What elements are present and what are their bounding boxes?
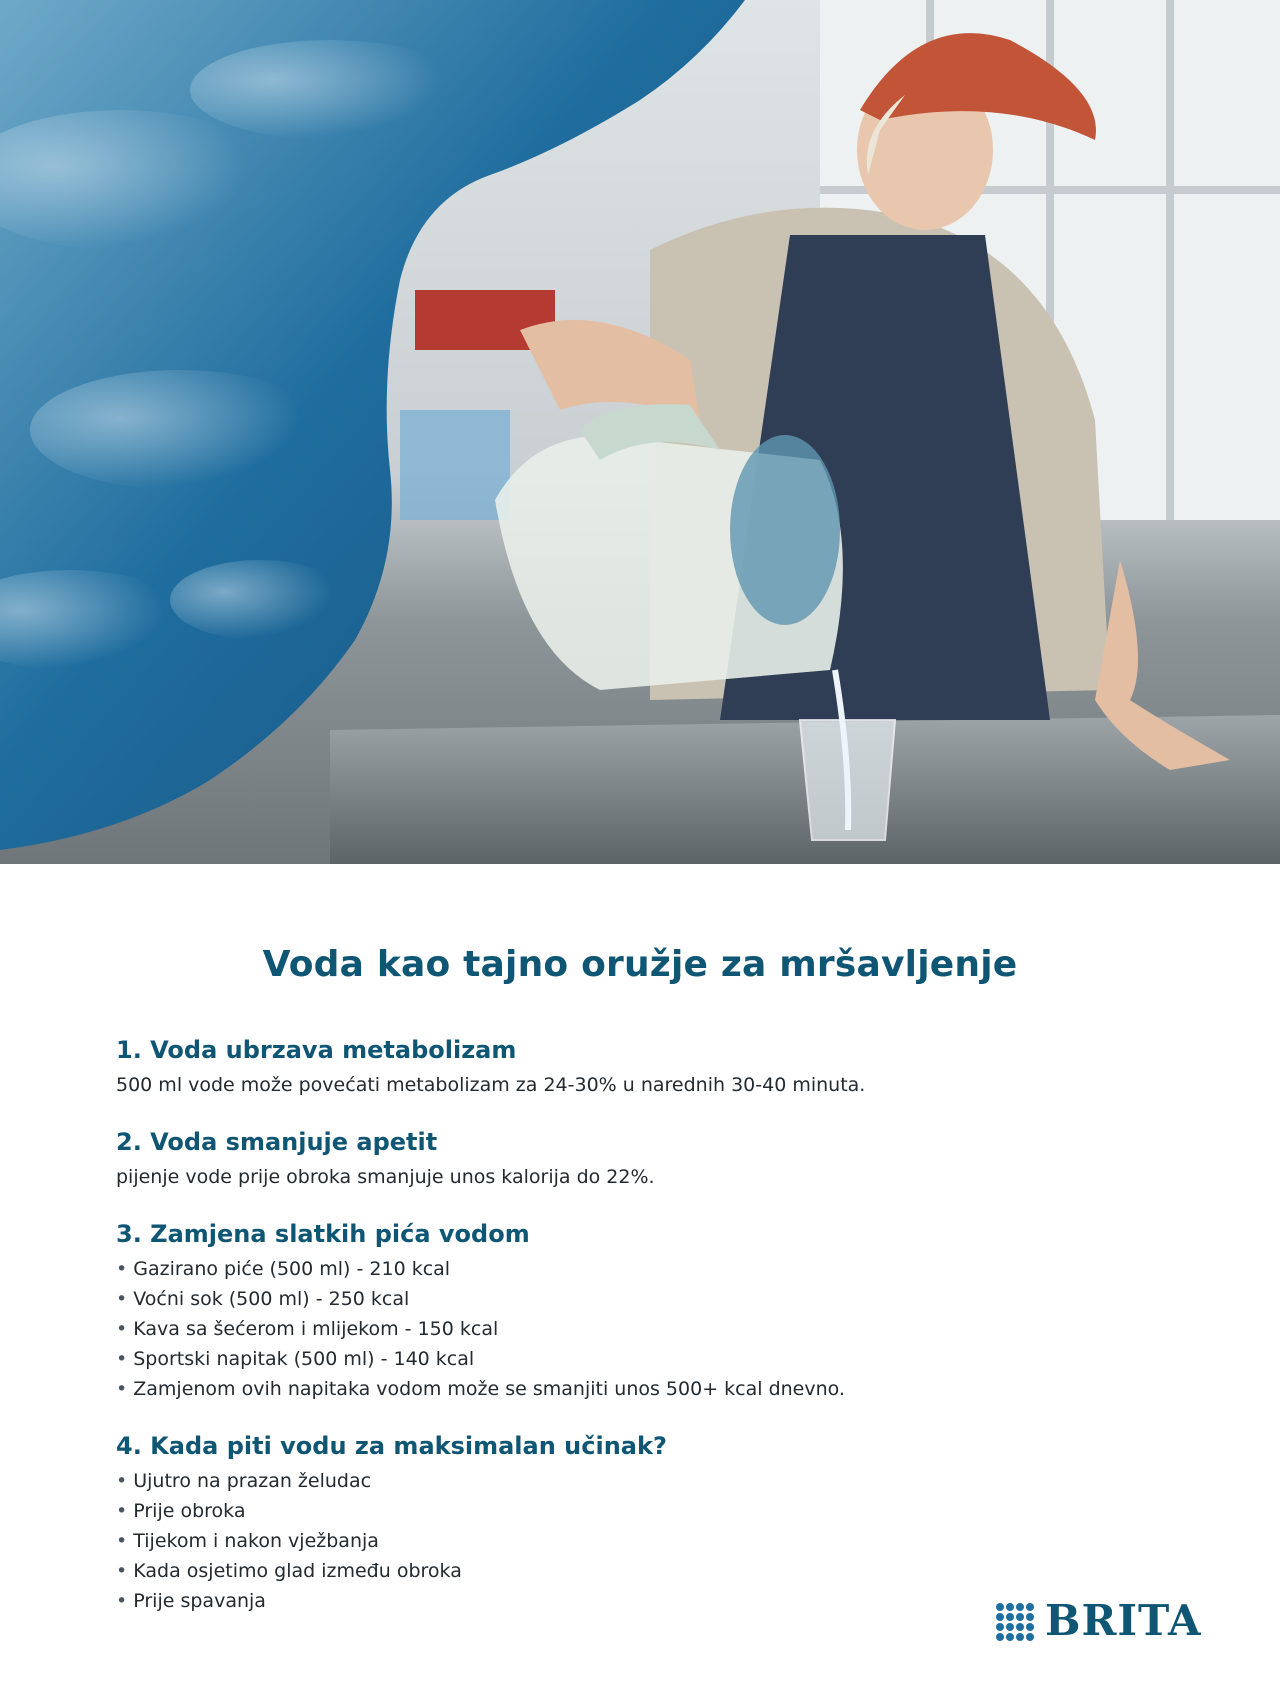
list-item: • Sportski napitak (500 ml) - 140 kcal: [116, 1344, 1166, 1374]
page-title: Voda kao tajno oružje za mršavljenje: [262, 944, 1018, 985]
list-item: • Kava sa šećerom i mlijekom - 150 kcal: [116, 1314, 1166, 1344]
brita-logo: [995, 1596, 1205, 1646]
list-item: • Prije spavanja: [116, 1586, 1166, 1616]
bullet-list: [116, 1466, 1166, 1616]
list-item: • Voćni sok (500 ml) - 250 kcal: [116, 1284, 1166, 1314]
list-item: • Gazirano piće (500 ml) - 210 kcal: [116, 1254, 1166, 1284]
logo-wordmark: BRITA: [1045, 1596, 1202, 1645]
section-heading: 3. Zamjena slatkih pića vodom: [116, 1220, 530, 1248]
section-heading: 1. Voda ubrzava metabolizam: [116, 1036, 517, 1064]
pitcher-lid: [730, 435, 840, 625]
section-text: pijenje vode prije obroka smanjuje unos kalorija do 22%.: [116, 1166, 655, 1188]
list-item: • Zamjenom ovih napitaka vodom može se smanjiti unos 500+ kcal dnevno.: [116, 1374, 1166, 1404]
sections-list: [116, 1036, 1166, 1644]
list-item: • Kada osjetimo glad između obroka: [116, 1556, 1166, 1586]
section-appetite: [116, 1128, 1166, 1192]
logo-dots-icon: [995, 1602, 1037, 1644]
list-item: • Prije obroka: [116, 1496, 1166, 1526]
article-content: [0, 864, 1280, 1700]
list-item: • Ujutro na prazan želudac: [116, 1466, 1166, 1496]
bullet-list: [116, 1254, 1166, 1404]
bottles-pile: [400, 410, 510, 520]
section-when-to-drink: [116, 1432, 1166, 1616]
section-heading: 2. Voda smanjuje apetit: [116, 1128, 438, 1156]
section-heading: 4. Kada piti vodu za maksimalan učinak?: [116, 1432, 667, 1460]
section-text: 500 ml vode može povećati metabolizam za 24-30% u narednih 30-40 minuta.: [116, 1074, 866, 1096]
section-metabolism: [116, 1036, 1166, 1100]
section-sweet-drinks: [116, 1220, 1166, 1404]
list-item: • Tijekom i nakon vježbanja: [116, 1526, 1166, 1556]
